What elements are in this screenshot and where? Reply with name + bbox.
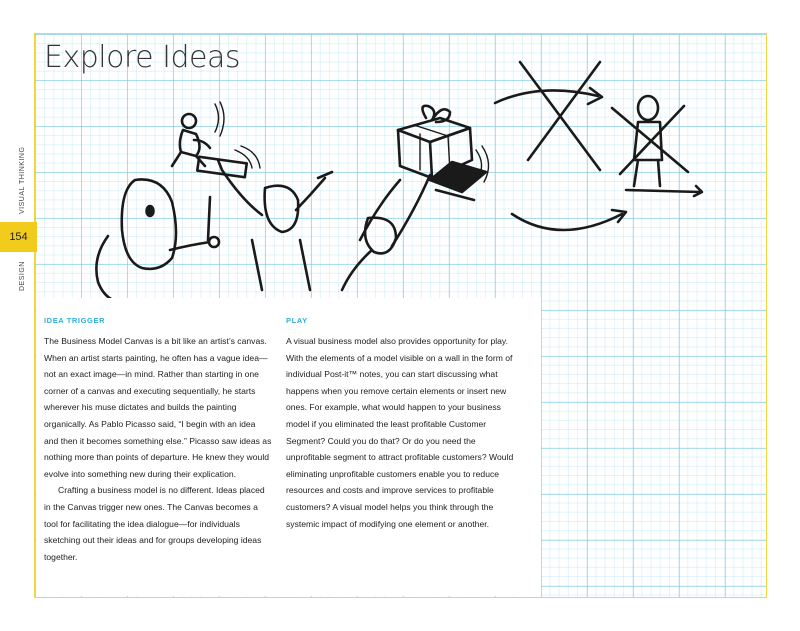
page-number: 154: [9, 231, 28, 243]
section-heading-idea-trigger: IDEA TRIGGER: [44, 316, 106, 325]
page-title: Explore Ideas: [44, 40, 240, 75]
cycle-arrows-icon: [495, 88, 626, 230]
laptop-icon: [430, 162, 486, 200]
crossed-out-person-icon: [612, 96, 702, 196]
gift-holder-person-icon: [342, 175, 430, 290]
side-label-visual-thinking: VISUAL THINKING: [19, 146, 26, 214]
paragraph: A visual business model also provides opportunity for play. With the elements of a model visible on a wall in the form of individual Post-it™ notes, you can start discussing what happens when you remove certain elements or insert new ones. For example, what would happen to your business model if you eliminated the least profitable Customer Segment? Could you do that? Or do you need the unprofitable segment to attract profitable customers? Would eliminating unprofitable customers enable you to reduce resources and costs and improve services to profitable customers? A visual model helps you think through the systemic impact of modifying one element or another.: [286, 336, 514, 529]
side-label-design: DESIGN: [19, 261, 26, 291]
person-head-icon: [96, 179, 219, 300]
idea-trigger-column: [44, 316, 272, 565]
paragraph: Crafting a business model is no different. Ideas placed in the Canvas trigger new ones. The Canvas becomes a tool for facilitating the idea dialogue—for individuals sketching out their ideas and for groups developing ideas together.: [44, 485, 265, 562]
section-heading-play: PLAY: [286, 316, 308, 325]
large-x-icon: [520, 62, 600, 170]
cheering-person-icon: [218, 160, 332, 290]
play-column: [286, 316, 514, 532]
small-box-icon: [197, 146, 260, 177]
page-number-tab: [0, 222, 37, 252]
paragraph: The Business Model Canvas is a bit like an artist’s canvas. When an artist starts painting, he often has a vague idea—not an exact image—in mind. Rather than starting in one corner of a canvas and executing sequentially, he starts wherever his muse dictates and builds the painting organically. As Pablo Picasso said, “I begin with an idea and then it becomes something else.” Picasso saw ideas as nothing more than points of departure. He knew they would evolve into something new during their explication.: [44, 336, 272, 479]
